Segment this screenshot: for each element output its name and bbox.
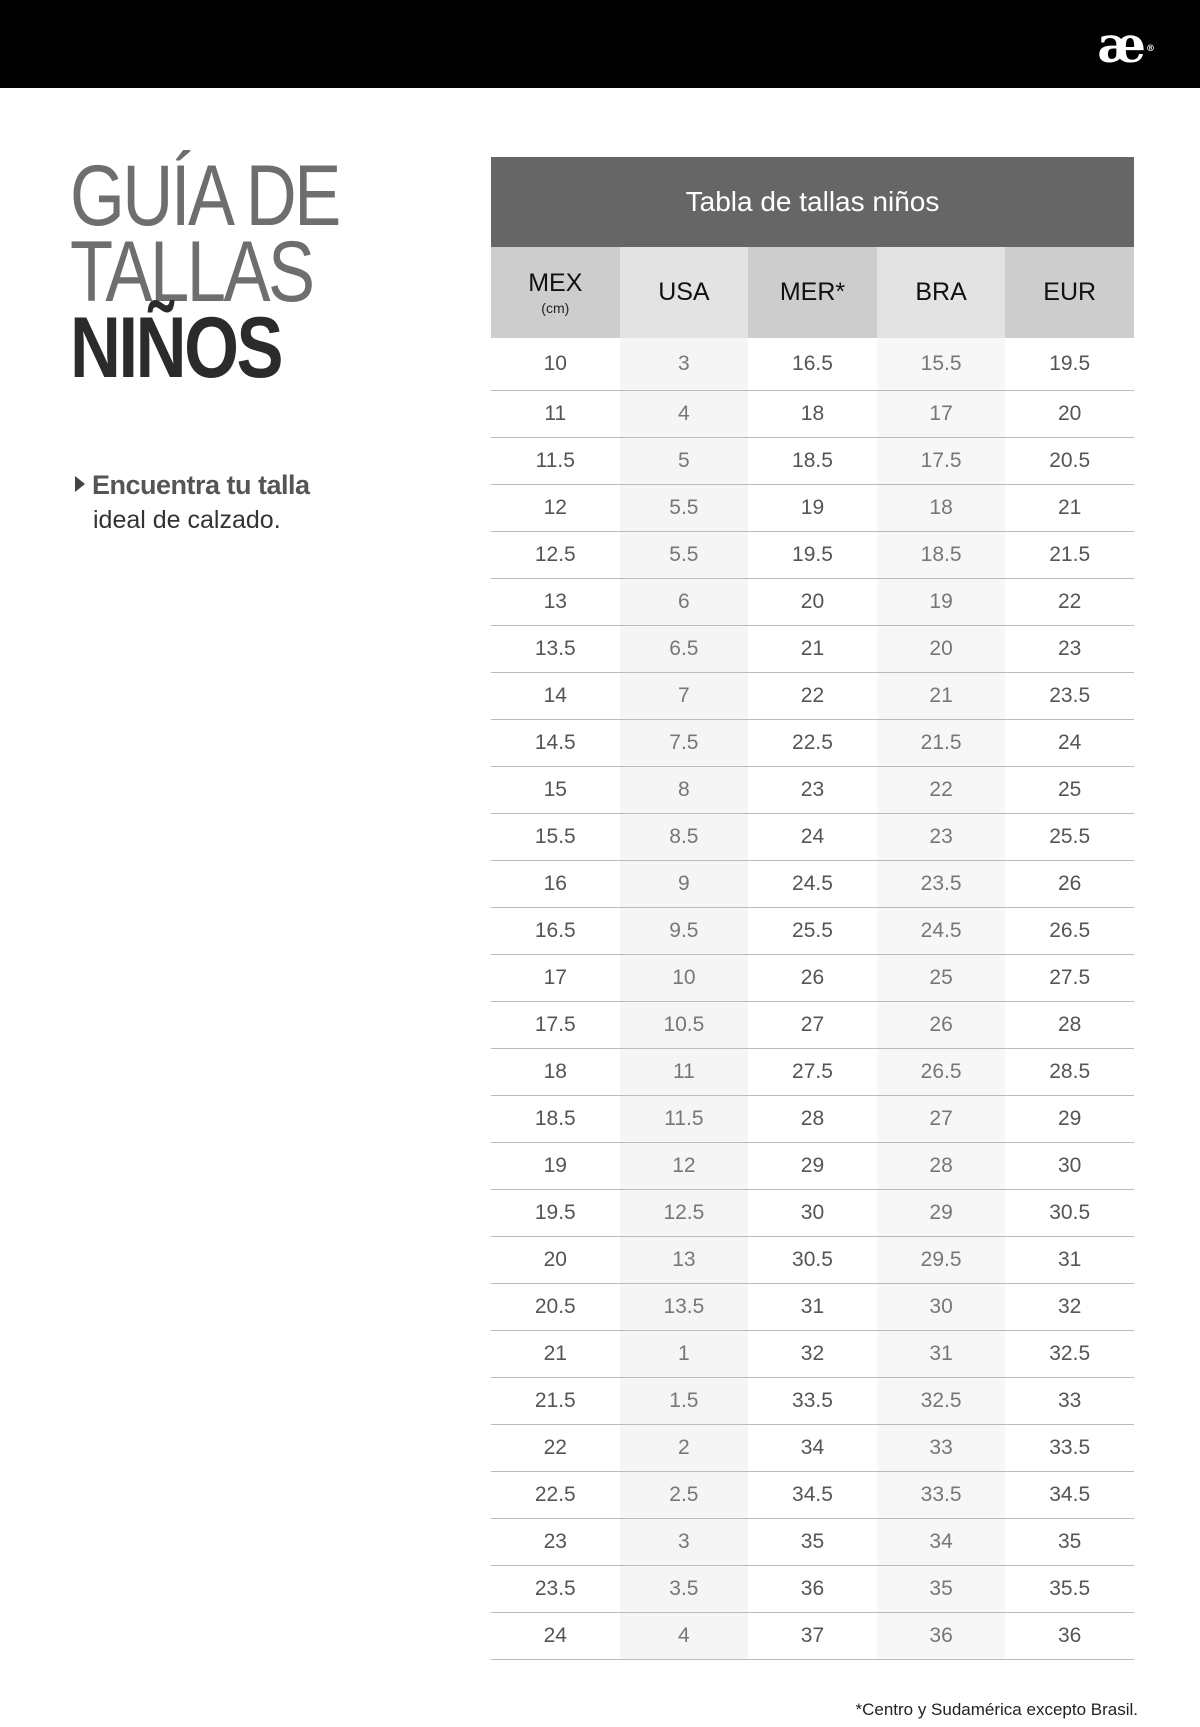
table-cell: 32.5	[1005, 1331, 1134, 1378]
table-row	[491, 1096, 1134, 1143]
table-cell: 17	[877, 391, 1006, 438]
table-cell: 12.5	[491, 532, 620, 579]
table-cell: 17.5	[491, 1002, 620, 1049]
table-cell: 14.5	[491, 720, 620, 767]
table-cell: 3.5	[620, 1566, 749, 1613]
table-body	[491, 338, 1134, 1660]
table-cell: 15	[491, 767, 620, 814]
brand-logo	[1097, 15, 1155, 74]
table-cell: 26.5	[1005, 908, 1134, 955]
column-label: MER*	[779, 278, 846, 306]
table-cell: 12	[620, 1143, 749, 1190]
table-cell: 5	[620, 438, 749, 485]
table-cell: 22	[1005, 579, 1134, 626]
table-cell: 36	[877, 1613, 1006, 1660]
table-cell: 32	[748, 1331, 877, 1378]
triangle-bullet-icon	[75, 476, 85, 492]
table-cell: 11	[620, 1049, 749, 1096]
table-cell: 14	[491, 673, 620, 720]
table-cell: 24	[748, 814, 877, 861]
table-cell: 36	[748, 1566, 877, 1613]
table-cell: 32.5	[877, 1378, 1006, 1425]
table-cell: 20	[877, 626, 1006, 673]
table-cell: 27	[877, 1096, 1006, 1143]
table-cell: 16	[491, 861, 620, 908]
table-cell: 35	[1005, 1519, 1134, 1566]
table-cell: 34.5	[748, 1472, 877, 1519]
table-cell: 20.5	[491, 1284, 620, 1331]
table-row	[491, 673, 1134, 720]
table-cell: 36	[1005, 1613, 1134, 1660]
table-cell: 22	[877, 767, 1006, 814]
table-cell: 33.5	[877, 1472, 1006, 1519]
table-cell: 29	[1005, 1096, 1134, 1143]
table-row	[491, 532, 1134, 579]
table-cell: 22	[748, 673, 877, 720]
column-header	[877, 247, 1006, 338]
subtitle-rest: ideal de calzado.	[93, 506, 281, 534]
table-cell: 26	[877, 1002, 1006, 1049]
table-cell: 8.5	[620, 814, 749, 861]
table-cell: 20	[1005, 391, 1134, 438]
table-cell: 18.5	[877, 532, 1006, 579]
table-cell: 35	[748, 1519, 877, 1566]
table-row	[491, 1566, 1134, 1613]
column-header	[620, 247, 749, 338]
table-row	[491, 1331, 1134, 1378]
table-row	[491, 1472, 1134, 1519]
table-cell: 21	[1005, 485, 1134, 532]
table-row	[491, 1002, 1134, 1049]
logo-mark: æ	[1097, 15, 1146, 74]
table-cell: 30.5	[1005, 1190, 1134, 1237]
table-cell: 8	[620, 767, 749, 814]
table-cell: 3	[620, 338, 749, 391]
table-cell: 28	[877, 1143, 1006, 1190]
table-cell: 19.5	[748, 532, 877, 579]
table-cell: 12	[491, 485, 620, 532]
table-cell: 21.5	[877, 720, 1006, 767]
table-cell: 11.5	[491, 438, 620, 485]
table-cell: 19.5	[1005, 338, 1134, 391]
footnote: *Centro y Sudamérica excepto Brasil.	[855, 1700, 1138, 1719]
table-cell: 29	[877, 1190, 1006, 1237]
table-cell: 23	[748, 767, 877, 814]
table-row	[491, 1425, 1134, 1472]
table-row	[491, 955, 1134, 1002]
table-cell: 30	[877, 1284, 1006, 1331]
table-cell: 18	[748, 391, 877, 438]
size-grid	[491, 247, 1134, 1660]
table-cell: 9	[620, 861, 749, 908]
table-title: Tabla de tallas niños	[491, 157, 1134, 247]
table-cell: 20.5	[1005, 438, 1134, 485]
table-cell: 16.5	[491, 908, 620, 955]
table-row	[491, 579, 1134, 626]
size-table	[491, 157, 1134, 1660]
table-cell: 23	[1005, 626, 1134, 673]
table-cell: 34	[748, 1425, 877, 1472]
table-cell: 15.5	[491, 814, 620, 861]
table-cell: 27.5	[1005, 955, 1134, 1002]
table-cell: 22.5	[748, 720, 877, 767]
table-cell: 2	[620, 1425, 749, 1472]
table-row	[491, 338, 1134, 391]
table-cell: 4	[620, 391, 749, 438]
table-cell: 2.5	[620, 1472, 749, 1519]
title-line-3: NIÑOS	[70, 300, 282, 396]
table-cell: 12.5	[620, 1190, 749, 1237]
table-cell: 15.5	[877, 338, 1006, 391]
table-cell: 21.5	[1005, 532, 1134, 579]
table-cell: 23	[491, 1519, 620, 1566]
table-cell: 26	[1005, 861, 1134, 908]
table-cell: 5.5	[620, 532, 749, 579]
table-cell: 6	[620, 579, 749, 626]
column-header	[748, 247, 877, 338]
table-row	[491, 1284, 1134, 1331]
table-cell: 19	[748, 485, 877, 532]
table-cell: 33.5	[748, 1378, 877, 1425]
table-row	[491, 438, 1134, 485]
table-cell: 19	[491, 1143, 620, 1190]
table-cell: 31	[748, 1284, 877, 1331]
table-cell: 21	[491, 1331, 620, 1378]
subtitle	[75, 468, 310, 538]
table-cell: 3	[620, 1519, 749, 1566]
table-row	[491, 908, 1134, 955]
subtitle-bold: Encuentra tu talla	[92, 470, 310, 500]
table-cell: 24.5	[877, 908, 1006, 955]
title-line-1: GUÍA DE	[70, 148, 339, 244]
table-cell: 17.5	[877, 438, 1006, 485]
table-cell: 24	[1005, 720, 1134, 767]
table-cell: 27	[748, 1002, 877, 1049]
table-cell: 9.5	[620, 908, 749, 955]
table-cell: 18.5	[491, 1096, 620, 1143]
table-cell: 35	[877, 1566, 1006, 1613]
column-label: USA	[658, 278, 710, 306]
table-cell: 22.5	[491, 1472, 620, 1519]
table-cell: 34.5	[1005, 1472, 1134, 1519]
table-cell: 7.5	[620, 720, 749, 767]
table-cell: 10	[620, 955, 749, 1002]
title-line-2: TALLAS	[70, 224, 313, 320]
table-row	[491, 1519, 1134, 1566]
table-cell: 24	[491, 1613, 620, 1660]
table-row	[491, 767, 1134, 814]
column-header	[491, 247, 620, 338]
table-row	[491, 814, 1134, 861]
table-row	[491, 391, 1134, 438]
table-cell: 32	[1005, 1284, 1134, 1331]
table-cell: 26.5	[877, 1049, 1006, 1096]
table-row	[491, 626, 1134, 673]
table-cell: 34	[877, 1519, 1006, 1566]
table-cell: 21	[877, 673, 1006, 720]
top-bar	[0, 0, 1200, 88]
table-cell: 21	[748, 626, 877, 673]
page-title	[70, 148, 339, 396]
column-header	[1005, 247, 1134, 338]
table-cell: 1.5	[620, 1378, 749, 1425]
table-row	[491, 1143, 1134, 1190]
table-cell: 7	[620, 673, 749, 720]
table-cell: 23	[877, 814, 1006, 861]
column-label: MEX	[528, 269, 583, 297]
table-cell: 19.5	[491, 1190, 620, 1237]
table-cell: 25.5	[1005, 814, 1134, 861]
table-cell: 13.5	[491, 626, 620, 673]
table-cell: 18	[877, 485, 1006, 532]
table-cell: 31	[1005, 1237, 1134, 1284]
table-cell: 30	[1005, 1143, 1134, 1190]
table-cell: 28	[1005, 1002, 1134, 1049]
table-cell: 6.5	[620, 626, 749, 673]
table-cell: 23.5	[491, 1566, 620, 1613]
table-row	[491, 1049, 1134, 1096]
table-row	[491, 1613, 1134, 1660]
registered-mark: ®	[1146, 44, 1155, 54]
table-cell: 20	[491, 1237, 620, 1284]
table-cell: 18.5	[748, 438, 877, 485]
column-label: BRA	[915, 278, 967, 306]
table-cell: 25	[877, 955, 1006, 1002]
table-cell: 27.5	[748, 1049, 877, 1096]
table-cell: 18	[491, 1049, 620, 1096]
table-cell: 11.5	[620, 1096, 749, 1143]
table-row	[491, 1378, 1134, 1425]
table-cell: 23.5	[877, 861, 1006, 908]
column-unit: (cm)	[541, 300, 570, 316]
table-row	[491, 1237, 1134, 1284]
table-cell: 4	[620, 1613, 749, 1660]
table-cell: 17	[491, 955, 620, 1002]
table-cell: 30	[748, 1190, 877, 1237]
column-label: EUR	[1043, 278, 1097, 306]
table-cell: 19	[877, 579, 1006, 626]
table-cell: 25.5	[748, 908, 877, 955]
table-cell: 25	[1005, 767, 1134, 814]
table-cell: 28.5	[1005, 1049, 1134, 1096]
table-cell: 16.5	[748, 338, 877, 391]
table-cell: 10.5	[620, 1002, 749, 1049]
table-row	[491, 485, 1134, 532]
table-cell: 23.5	[1005, 673, 1134, 720]
table-header-row	[491, 247, 1134, 338]
table-cell: 20	[748, 579, 877, 626]
table-cell: 35.5	[1005, 1566, 1134, 1613]
table-cell: 11	[491, 391, 620, 438]
table-cell: 26	[748, 955, 877, 1002]
table-cell: 5.5	[620, 485, 749, 532]
table-cell: 30.5	[748, 1237, 877, 1284]
table-cell: 31	[877, 1331, 1006, 1378]
table-cell: 22	[491, 1425, 620, 1472]
table-cell: 29	[748, 1143, 877, 1190]
table-cell: 37	[748, 1613, 877, 1660]
table-row	[491, 1190, 1134, 1237]
table-cell: 33.5	[1005, 1425, 1134, 1472]
table-cell: 13.5	[620, 1284, 749, 1331]
table-cell: 33	[877, 1425, 1006, 1472]
table-cell: 13	[620, 1237, 749, 1284]
table-cell: 28	[748, 1096, 877, 1143]
table-cell: 33	[1005, 1378, 1134, 1425]
table-cell: 1	[620, 1331, 749, 1378]
table-cell: 21.5	[491, 1378, 620, 1425]
table-cell: 24.5	[748, 861, 877, 908]
table-row	[491, 720, 1134, 767]
table-cell: 13	[491, 579, 620, 626]
table-cell: 29.5	[877, 1237, 1006, 1284]
table-row	[491, 861, 1134, 908]
table-cell: 10	[491, 338, 620, 391]
